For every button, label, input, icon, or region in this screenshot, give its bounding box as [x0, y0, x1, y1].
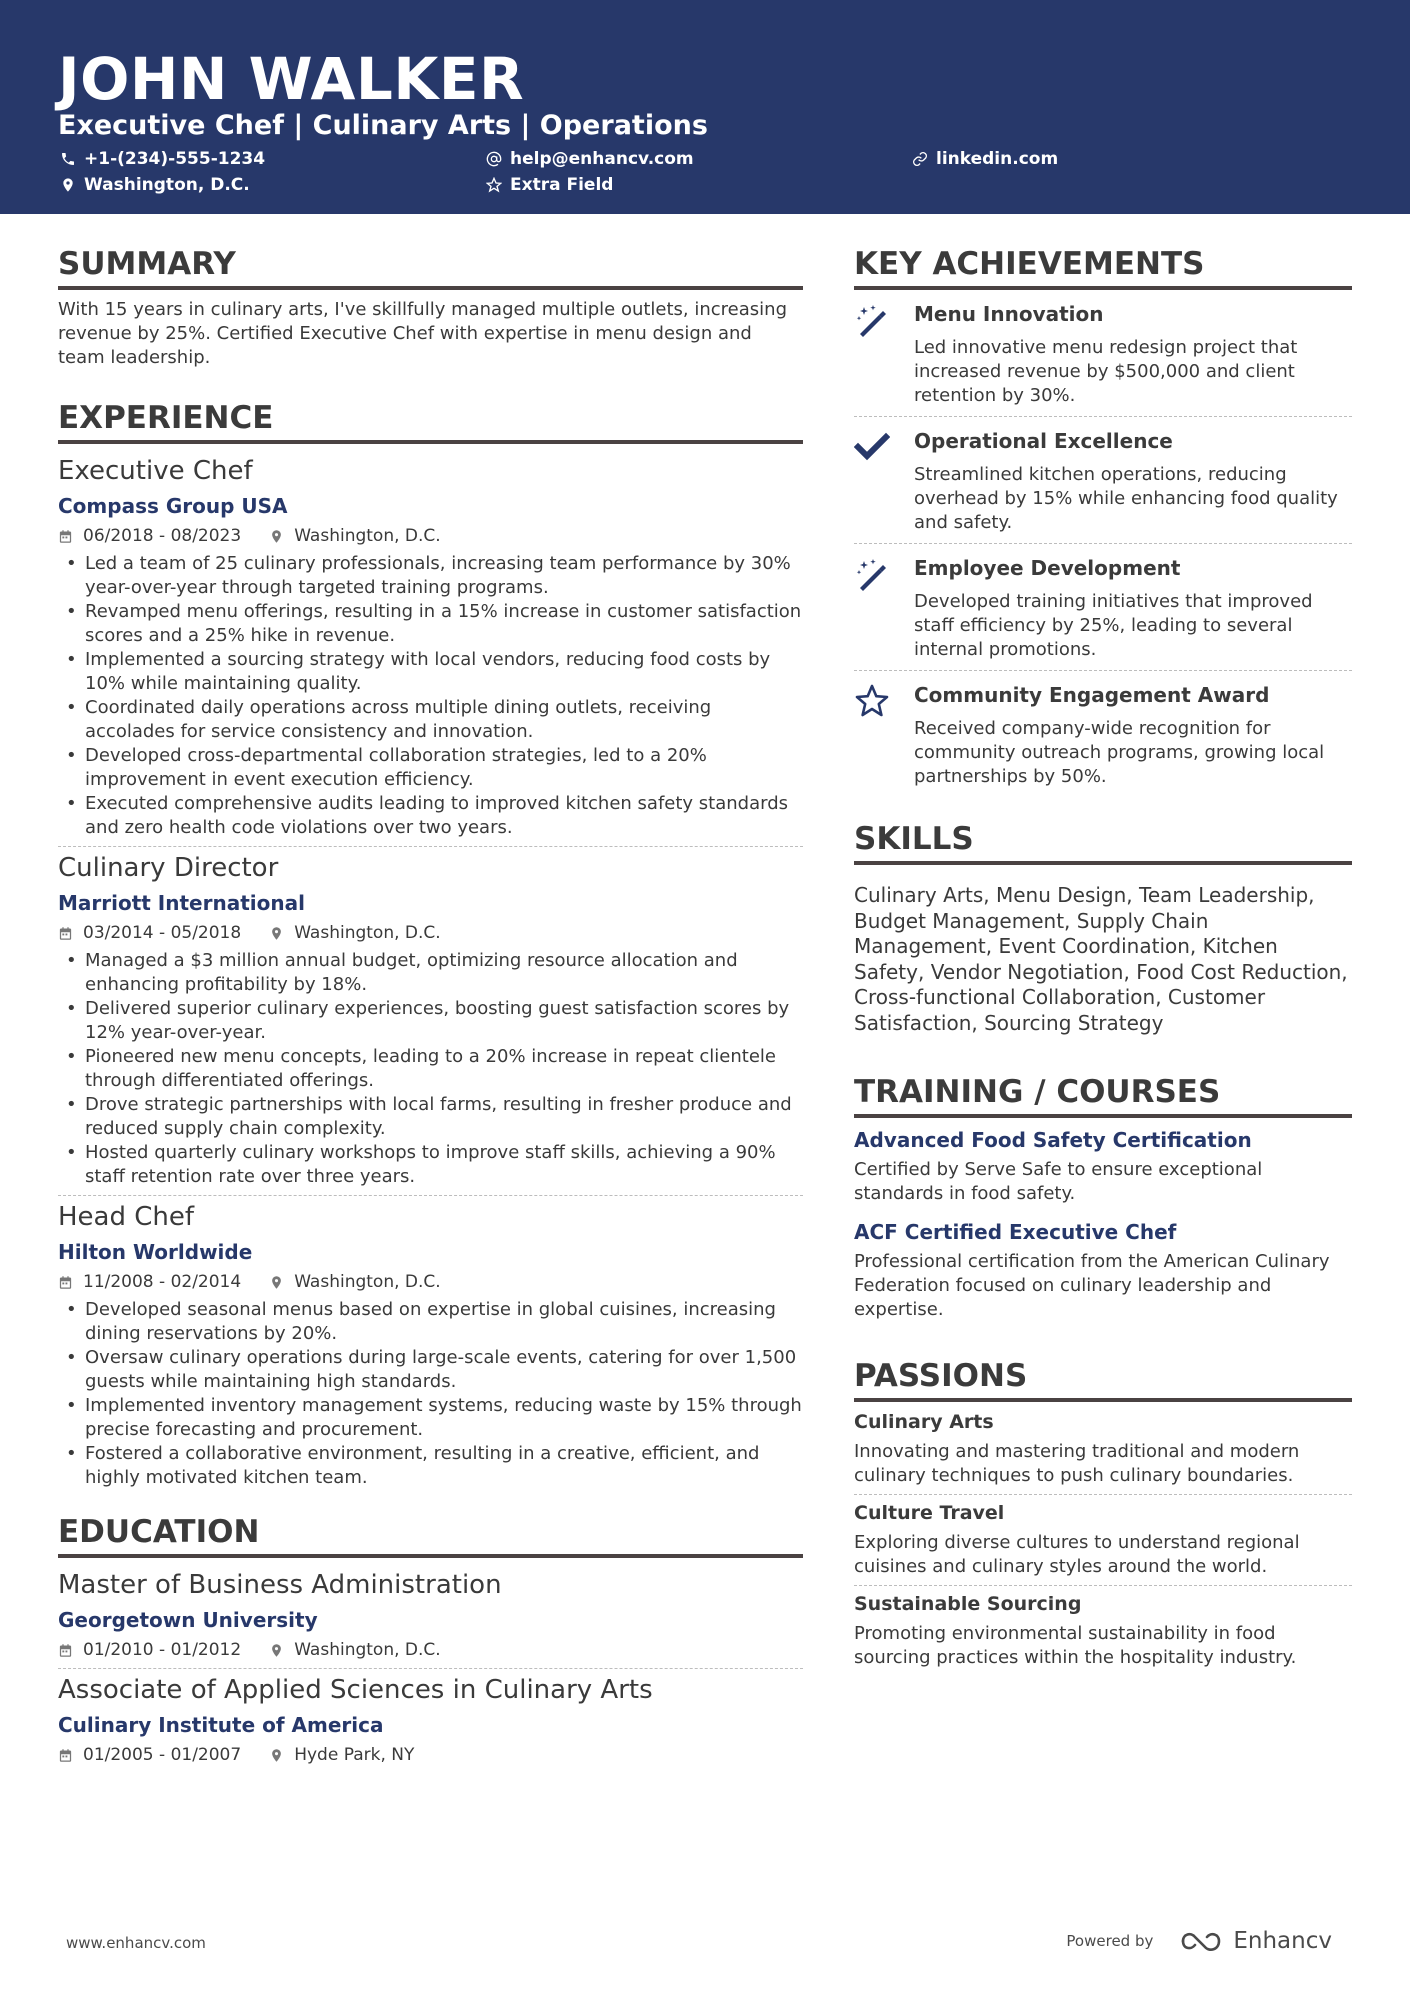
course-title: ACF Certified Executive Chef: [854, 1220, 1177, 1244]
right-column: [854, 244, 1352, 1670]
achievement-title: Employee Development: [914, 556, 1181, 580]
star-icon: [854, 683, 890, 719]
enhancv-logo-icon: [1179, 1928, 1225, 1954]
bullet-item: • Developed seasonal menus based on expertise in global cuisines, increasing dining reservations by 20%.: [58, 1298, 803, 1346]
job-meta: [58, 1270, 803, 1294]
powered-by-text: Powered by: [1066, 1932, 1154, 1950]
achievement-content: [914, 427, 1352, 535]
section-title-passions: PASSIONS: [854, 1356, 1352, 1402]
entry-divider: [58, 1668, 803, 1669]
resume-header: [0, 0, 1410, 214]
company-name: Marriott International: [58, 891, 305, 915]
entry-divider: [58, 1195, 803, 1196]
location-pin-icon: [269, 1748, 284, 1763]
company-name: Compass Group USA: [58, 494, 288, 518]
education-location: Hyde Park, NY: [294, 1745, 415, 1765]
skills-text: Culinary Arts, Menu Design, Team Leadership, Budget Management, Supply Chain Management, Event Coordination, Kitchen Safety, Vendor Negotiation, Food Cost Reduction, Cross-functional Collaboration, Customer Satisfaction, Sourcing Strategy: [854, 883, 1348, 1035]
job-location: Washington, D.C.: [294, 1272, 441, 1292]
degree-title: Master of Business Administration: [58, 1570, 502, 1600]
experience-entry: [58, 851, 803, 1189]
bullet-item: • Drove strategic partnerships with local farms, resulting in fresher produce and reduced supply chain complexity.: [58, 1093, 803, 1141]
achievement-item: [854, 290, 1352, 414]
entry-divider: [854, 1585, 1352, 1586]
contact-location: [60, 173, 250, 197]
achievement-text: Led innovative menu redesign project that increased revenue by $500,000 and client retention by 30%.: [914, 337, 1298, 406]
education-section: [58, 1512, 803, 1767]
achievement-item: [854, 417, 1352, 541]
footer-branding: [1066, 1926, 1332, 1956]
bullet-item: • Coordinated daily operations across multiple dining outlets, receiving accolades for service consistency and innovation.: [58, 696, 803, 744]
passions-section: [854, 1356, 1352, 1670]
education-location-wrap: [269, 1638, 440, 1662]
bullet-item: • Oversaw culinary operations during large-scale events, catering for over 1,500 guests while maintaining high standards.: [58, 1346, 803, 1394]
candidate-headline: Executive Chef | Culinary Arts | Operations: [58, 110, 708, 141]
experience-entry: [58, 1200, 803, 1490]
job-location: Washington, D.C.: [294, 923, 441, 943]
achievement-text: Streamlined kitchen operations, reducing overhead by 15% while enhancing food quality and safety.: [914, 464, 1338, 533]
section-title-experience: EXPERIENCE: [58, 398, 803, 444]
calendar-icon: [58, 529, 73, 544]
job-location: Washington, D.C.: [294, 526, 441, 546]
section-title-summary: SUMMARY: [58, 244, 803, 290]
location-pin-icon: [269, 926, 284, 941]
email-text: help@enhancv.com: [510, 149, 694, 169]
bullet-item: • Implemented inventory management systems, reducing waste by 15% through precise forecasting and procurement.: [58, 1394, 803, 1442]
job-location-wrap: [269, 1270, 440, 1294]
education-location-wrap: [269, 1743, 414, 1767]
linkedin-text: linkedin.com: [936, 149, 1059, 169]
education-entry: [58, 1673, 803, 1767]
achievement-icon-wrap: [854, 300, 914, 408]
job-meta: [58, 921, 803, 945]
achievement-item: [854, 544, 1352, 668]
bullet-item: • Delivered superior culinary experiences, boosting guest satisfaction scores by 12% year-over-year.: [58, 997, 803, 1045]
bullet-item: • Developed cross-departmental collaboration strategies, led to a 20% improvement in event execution efficiency.: [58, 744, 803, 792]
section-title-skills: SKILLS: [854, 819, 1352, 865]
skills-section: [854, 819, 1352, 1036]
passion-title: Sustainable Sourcing: [854, 1593, 1082, 1615]
calendar-icon: [58, 1748, 73, 1763]
contact-linkedin[interactable]: [912, 147, 1058, 171]
left-column: [58, 244, 803, 1767]
job-bullets: [58, 949, 803, 1189]
achievement-content: [914, 300, 1352, 408]
achievement-content: [914, 681, 1352, 789]
location-pin-icon: [269, 1643, 284, 1658]
job-title: Executive Chef: [58, 456, 253, 486]
calendar-icon: [58, 1643, 73, 1658]
passion-text: Innovating and mastering traditional and modern culinary techniques to push culinary boundaries.: [854, 1441, 1300, 1486]
magic-wand-icon: [854, 302, 890, 338]
passion-title: Culture Travel: [854, 1502, 1005, 1524]
course-entry: [854, 1218, 1352, 1322]
section-title-education: EDUCATION: [58, 1512, 803, 1558]
contact-extra: [486, 173, 613, 197]
job-title: Head Chef: [58, 1202, 195, 1232]
star-outline-icon: [486, 177, 502, 193]
phone-text: +1-(234)-555-1234: [84, 149, 266, 169]
entry-divider: [854, 1494, 1352, 1495]
passion-text: Promoting environmental sustainability in food sourcing practices within the hospitality industry.: [854, 1623, 1297, 1668]
course-text: Professional certification from the American Culinary Federation focused on culinary leadership and expertise.: [854, 1251, 1330, 1320]
job-location-wrap: [269, 921, 440, 945]
job-title: Culinary Director: [58, 853, 279, 883]
location-pin-icon: [269, 529, 284, 544]
enhancv-logo[interactable]: [1179, 1926, 1332, 1956]
achievements-section: [854, 244, 1352, 795]
school-name: Georgetown University: [58, 1608, 318, 1632]
achievement-text: Received company-wide recognition for community outreach programs, growing local partnerships by 50%.: [914, 718, 1325, 787]
section-title-training: TRAINING / COURSES: [854, 1072, 1352, 1118]
entry-divider: [58, 846, 803, 847]
bullet-item: • Implemented a sourcing strategy with local vendors, reducing food costs by 10% while maintaining quality.: [58, 648, 803, 696]
achievement-content: [914, 554, 1352, 662]
job-bullets: [58, 1298, 803, 1490]
calendar-icon: [58, 926, 73, 941]
education-meta: [58, 1638, 803, 1662]
experience-entry: [58, 454, 803, 840]
contact-phone[interactable]: [60, 147, 265, 171]
passion-text: Exploring diverse cultures to understand regional cuisines and culinary styles around the world.: [854, 1532, 1300, 1577]
bullet-item: • Revamped menu offerings, resulting in a 15% increase in customer satisfaction scores and a 25% hike in revenue.: [58, 600, 803, 648]
degree-title: Associate of Applied Sciences in Culinary Arts: [58, 1675, 653, 1705]
bullet-item: • Fostered a collaborative environment, resulting in a creative, efficient, and highly motivated kitchen team.: [58, 1442, 803, 1490]
contact-email[interactable]: [486, 147, 694, 171]
education-meta: [58, 1743, 803, 1767]
achievement-icon-wrap: [854, 681, 914, 789]
bullet-item: • Pioneered new menu concepts, leading to a 20% increase in repeat clientele through differentiated offerings.: [58, 1045, 803, 1093]
achievement-item: [854, 671, 1352, 795]
achievement-title: Operational Excellence: [914, 429, 1173, 453]
achievement-icon-wrap: [854, 427, 914, 535]
passion-entry: [854, 1408, 1352, 1488]
location-text: Washington, D.C.: [84, 175, 250, 195]
achievement-text: Developed training initiatives that improved staff efficiency by 25%, leading to several internal promotions.: [914, 591, 1313, 660]
achievement-icon-wrap: [854, 554, 914, 662]
course-entry: [854, 1126, 1352, 1206]
job-location-wrap: [269, 524, 440, 548]
footer-website[interactable]: www.enhancv.com: [66, 1934, 206, 1952]
school-name: Culinary Institute of America: [58, 1713, 384, 1737]
phone-icon: [60, 151, 76, 167]
training-section: [854, 1072, 1352, 1322]
at-sign-icon: [486, 151, 502, 167]
education-dates: 01/2005 - 01/2007: [83, 1745, 242, 1765]
bullet-item: • Managed a $3 million annual budget, optimizing resource allocation and enhancing profitability by 18%.: [58, 949, 803, 997]
education-location: Washington, D.C.: [294, 1640, 441, 1660]
passion-entry: [854, 1499, 1352, 1579]
job-dates: 06/2018 - 08/2023: [83, 526, 242, 546]
enhancv-brand-text: Enhancv: [1233, 1928, 1332, 1954]
location-pin-icon: [269, 1275, 284, 1290]
summary-section: [58, 244, 803, 370]
bullet-item: • Hosted quarterly culinary workshops to improve staff skills, achieving a 90% staff retention rate over three years.: [58, 1141, 803, 1189]
company-name: Hilton Worldwide: [58, 1240, 253, 1264]
achievement-title: Menu Innovation: [914, 302, 1104, 326]
bullet-item: • Executed comprehensive audits leading to improved kitchen safety standards and zero health code violations over two years.: [58, 792, 803, 840]
section-title-achievements: KEY ACHIEVEMENTS: [854, 244, 1352, 290]
magic-wand-icon: [854, 556, 890, 592]
location-pin-icon: [60, 177, 76, 193]
course-title: Advanced Food Safety Certification: [854, 1128, 1252, 1152]
passion-entry: [854, 1590, 1352, 1670]
candidate-name: JOHN WALKER: [58, 45, 525, 113]
passion-title: Culinary Arts: [854, 1411, 994, 1433]
course-text: Certified by Serve Safe to ensure exceptional standards in food safety.: [854, 1159, 1263, 1204]
bullet-item: • Led a team of 25 culinary professionals, increasing team performance by 30% year-over-year through targeted training programs.: [58, 552, 803, 600]
experience-section: [58, 398, 803, 1490]
job-bullets: [58, 552, 803, 840]
checkmark-icon: [854, 429, 890, 465]
calendar-icon: [58, 1275, 73, 1290]
achievement-title: Community Engagement Award: [914, 683, 1270, 707]
education-entry: [58, 1568, 803, 1662]
link-icon: [912, 151, 928, 167]
job-dates: 11/2008 - 02/2014: [83, 1272, 242, 1292]
extra-text: Extra Field: [510, 175, 614, 195]
job-dates: 03/2014 - 05/2018: [83, 923, 242, 943]
education-dates: 01/2010 - 01/2012: [83, 1640, 242, 1660]
summary-text: With 15 years in culinary arts, I've skillfully managed multiple outlets, increasing revenue by 25%. Certified Executive Chef with expertise in menu design and team leadership.: [58, 299, 787, 368]
job-meta: [58, 524, 803, 548]
